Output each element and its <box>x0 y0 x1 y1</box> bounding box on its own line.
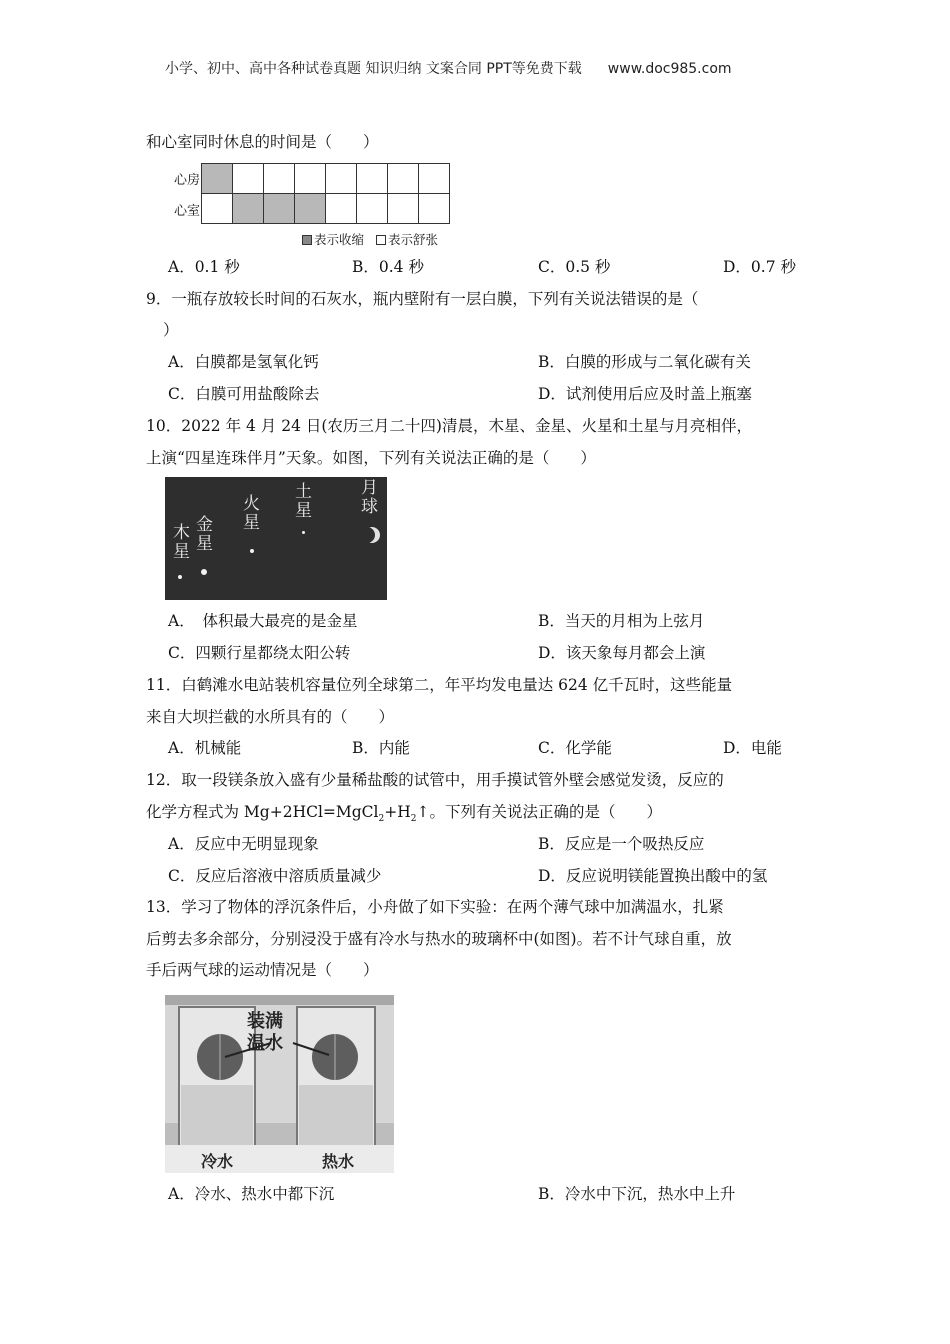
q11-option-b[interactable]: B．内能 <box>352 739 410 757</box>
q12-eq-part2: +H <box>384 803 411 821</box>
figure-legend <box>302 230 438 248</box>
cell <box>202 194 233 224</box>
jupiter-dot <box>178 575 182 579</box>
cell <box>357 164 388 194</box>
callout-line1: 装满 <box>247 1011 283 1032</box>
moon-label: 月球 <box>361 478 378 517</box>
q11-option-c[interactable]: C．化学能 <box>538 739 612 757</box>
crescent-moon-icon <box>364 527 380 543</box>
contract-swatch-icon <box>302 235 312 245</box>
cell <box>233 164 264 194</box>
q11-text-line1: 11．白鹤滩水电站装机容量位列全球第二，年平均发电量达 624 亿千瓦时，这些能量 <box>146 676 733 694</box>
q12-option-b[interactable]: B．反应是一个吸热反应 <box>538 835 705 853</box>
header-text: 小学、初中、高中各种试卷真题 知识归纳 文案合同 PPT等免费下载 <box>165 61 582 77</box>
cell <box>357 194 388 224</box>
hot-water-label: 热水 <box>322 1152 355 1171</box>
atrium-row <box>202 164 450 194</box>
q9-text-line1: 9．一瓶存放较长时间的石灰水，瓶内壁附有一层白膜，下列有关说法错误的是（ <box>146 290 699 308</box>
q10-option-a[interactable]: A． 体积最大最亮的是金星 <box>168 612 358 630</box>
cell <box>202 164 233 194</box>
q9-option-b[interactable]: B．白膜的形成与二氧化碳有关 <box>538 353 751 371</box>
q8-option-d[interactable]: D．0.7 秒 <box>723 258 797 276</box>
saturn-dot <box>302 531 305 534</box>
q10-option-b[interactable]: B．当天的月相为上弦月 <box>538 612 705 630</box>
q9-option-c[interactable]: C．白膜可用盐酸除去 <box>168 385 320 403</box>
q8-text: 和心室同时休息的时间是（ ） <box>146 133 379 151</box>
q9-text-line2: ） <box>163 321 179 339</box>
balloon-experiment-photo <box>165 995 394 1173</box>
cell <box>326 194 357 224</box>
cell <box>264 164 295 194</box>
callout-line2: 温水 <box>247 1033 283 1054</box>
q13-option-a[interactable]: A．冷水、热水中都下沉 <box>168 1185 335 1203</box>
q13-option-b[interactable]: B．冷水中下沉，热水中上升 <box>538 1185 736 1203</box>
q12-eq-sub2: 2 <box>410 814 417 825</box>
mars-label: 火星 <box>243 494 260 533</box>
q10-option-d[interactable]: D．该天象每月都会上演 <box>538 644 706 662</box>
header-url[interactable]: www.doc985.com <box>607 61 732 77</box>
mars-dot <box>250 549 254 553</box>
q10-option-c[interactable]: C．四颗行星都绕太阳公转 <box>168 644 351 662</box>
q8-option-a[interactable]: A．0.1 秒 <box>168 258 240 276</box>
atrium-label: 心房 <box>173 173 200 188</box>
legend-contract: 表示收缩 <box>314 232 365 247</box>
q13-text-line3: 手后两气球的运动情况是（ ） <box>146 961 379 979</box>
cell <box>295 194 326 224</box>
cell <box>326 164 357 194</box>
q12-eq-part1: 化学方程式为 Mg+2HCl=MgCl <box>146 803 379 821</box>
q10-text-line2: 上演“四星连珠伴月”天象。如图，下列有关说法正确的是（ ） <box>146 449 596 467</box>
heart-cycle-figure <box>165 163 475 248</box>
q11-option-a[interactable]: A．机械能 <box>168 739 242 757</box>
q9-option-d[interactable]: D．试剂使用后应及时盖上瓶塞 <box>538 385 752 403</box>
relax-swatch-icon <box>376 235 386 245</box>
cell <box>388 164 419 194</box>
saturn-label: 土星 <box>295 482 312 521</box>
q12-option-a[interactable]: A．反应中无明显现象 <box>168 835 319 853</box>
ventricle-label: 心室 <box>173 204 200 219</box>
legend-relax: 表示舒张 <box>388 232 439 247</box>
cell <box>233 194 264 224</box>
q13-text-line2: 后剪去多余部分，分别浸没于盛有冷水与热水的玻璃杯中(如图)。若不计气球自重，放 <box>146 930 732 948</box>
q13-text-line1: 13．学习了物体的浮沉条件后，小舟做了如下实验：在两个薄气球中加满温水，扎紧 <box>146 898 724 916</box>
q12-text-line2 <box>146 805 662 824</box>
q9-option-a[interactable]: A．白膜都是氢氧化钙 <box>168 353 319 371</box>
q12-eq-part3: ↑。下列有关说法正确的是（ ） <box>416 803 662 821</box>
q8-option-b[interactable]: B．0.4 秒 <box>352 258 424 276</box>
q11-option-d[interactable]: D．电能 <box>723 739 782 757</box>
ventricle-row <box>202 194 450 224</box>
cold-water-label: 冷水 <box>201 1152 234 1171</box>
q12-text-line1: 12．取一段镁条放入盛有少量稀盐酸的试管中，用手摸试管外壁会感觉发烫，反应的 <box>146 771 724 789</box>
venus-label: 金星 <box>196 515 213 554</box>
cell <box>419 164 450 194</box>
q10-text-line1: 10．2022 年 4 月 24 日(农历三月二十四)清晨，木星、金星、火星和土星与月亮相伴， <box>146 417 752 435</box>
q12-option-c[interactable]: C．反应后溶液中溶质质量减少 <box>168 867 382 885</box>
cell <box>419 194 450 224</box>
page-header <box>165 58 732 78</box>
q8-option-c[interactable]: C．0.5 秒 <box>538 258 611 276</box>
planets-photo <box>165 477 387 600</box>
cell <box>264 194 295 224</box>
venus-dot <box>201 569 207 575</box>
q11-text-line2: 来自大坝拦截的水所具有的（ ） <box>146 708 395 726</box>
jupiter-label: 木星 <box>173 523 190 562</box>
heart-cycle-grid <box>201 163 450 224</box>
q12-eq-sub1: 2 <box>378 814 385 825</box>
cell <box>388 194 419 224</box>
q12-option-d[interactable]: D．反应说明镁能置换出酸中的氢 <box>538 867 768 885</box>
cell <box>295 164 326 194</box>
